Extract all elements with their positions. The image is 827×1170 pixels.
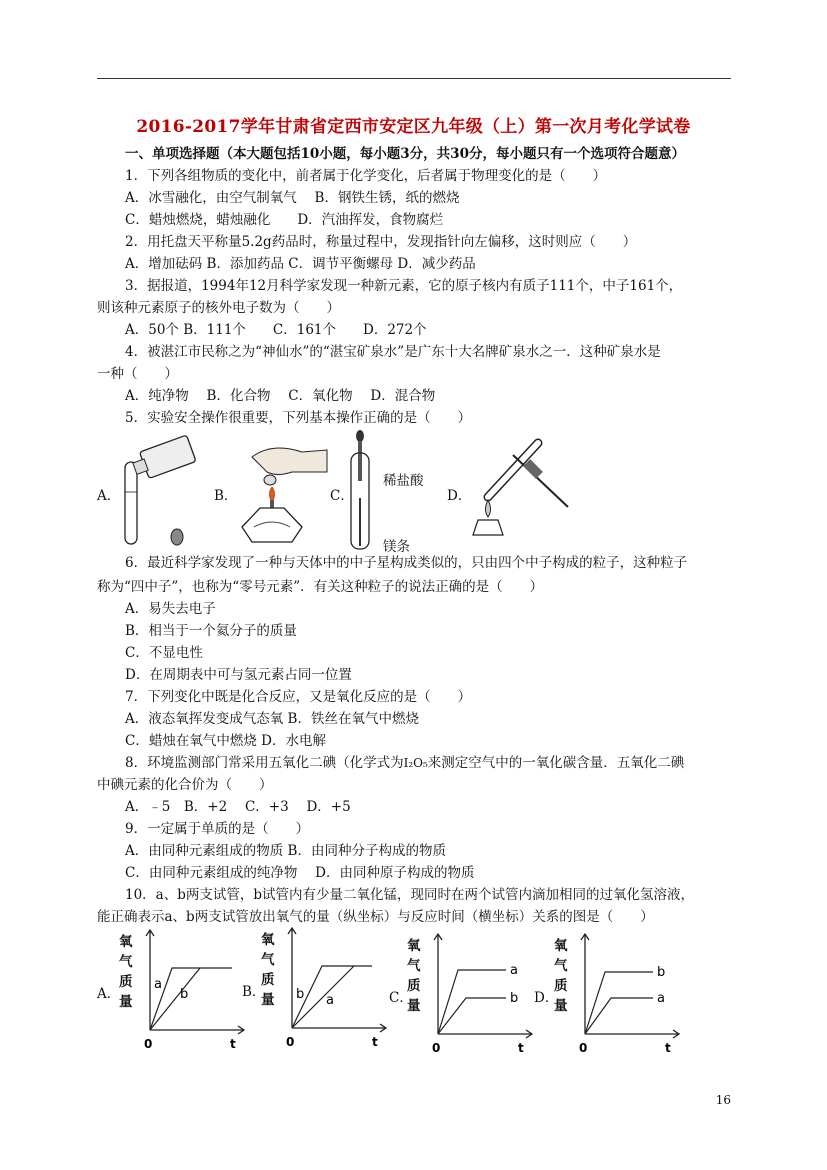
q10-label-c: C． xyxy=(389,990,413,1006)
q4-stem-line1: 4．被湛江市民称之为“神仙水”的“湛宝矿泉水”是广东十大名牌矿泉水之一．这种矿泉水是 xyxy=(125,344,661,360)
curve-label: a xyxy=(154,977,162,992)
q9-options-ab: A．由同种元素组成的物质 B．由同种分子构成的物质 xyxy=(125,843,446,859)
q10-ylabel-char: 量 xyxy=(554,998,568,1014)
q1-options-ab: A．冰雪融化，由空气制氧气 B．钢铁生锈，纸的燃烧 xyxy=(125,190,460,206)
curve-first xyxy=(438,970,506,1034)
curve-label: b xyxy=(180,987,189,1002)
exam-title: 2016-2017学年甘肃省定西市安定区九年级（上）第一次月考化学试卷 xyxy=(136,117,691,137)
q4-stem-line2: 一种（ ） xyxy=(97,366,178,382)
q10-ylabel-char: 气 xyxy=(407,958,421,974)
q6-stem-line1: 6．最近科学家发现了一种与天体中的中子星构成类似的，只由四个中子构成的粒子，这种粒子 xyxy=(125,555,688,571)
y-axis xyxy=(581,934,589,1034)
curve-first xyxy=(585,972,653,1034)
q1-stem: 1．下列各组物质的变化中，前者属于化学变化，后者属于物理变化的是（ ） xyxy=(125,168,607,184)
q5-stem: 5．实验安全操作很重要，下列基本操作正确的是（ ） xyxy=(125,410,472,426)
curve-label: b xyxy=(657,965,666,980)
q5-label-c: C． xyxy=(330,488,354,504)
origin-label: 0 xyxy=(144,1037,153,1051)
y-axis xyxy=(146,930,154,1030)
q5-label-b: B． xyxy=(214,488,238,504)
q10-ylabel-char: 质 xyxy=(554,978,568,994)
q6-stem-line2: 称为“四中子”，也称为“零号元素”．有关这种粒子的说法正确的是（ ） xyxy=(97,579,544,595)
q5-c-mg-label: 镁条 xyxy=(383,539,410,555)
q8-stem-line1 xyxy=(125,753,684,773)
q10-ylabel-char: 量 xyxy=(261,992,275,1008)
time-axis-label: t xyxy=(518,1041,524,1055)
header-rule xyxy=(97,78,731,79)
q10-label-a: A． xyxy=(97,986,121,1002)
q6-option-a: A．易失去电子 xyxy=(125,601,216,617)
curve-label: a xyxy=(326,993,334,1008)
q7-options-cd: C．蜡烛在氧气中燃烧 D．水电解 xyxy=(125,733,326,749)
q10-graph-b xyxy=(282,926,392,1056)
q10-label-b: B． xyxy=(242,984,266,1000)
q8-stem-part1: 8．环境监测部门常采用五氧化二碘（化学式为 xyxy=(125,755,404,771)
q9-options-cd: C．由同种元素组成的纯净物 D．由同种原子构成的物质 xyxy=(125,865,475,881)
q1-options-cd: C．蜡烛燃烧，蜡烛融化 D．汽油挥发，食物腐烂 xyxy=(125,212,444,228)
q10-graph-a xyxy=(140,928,250,1058)
curve-label: a xyxy=(657,991,665,1006)
time-axis-label: t xyxy=(372,1035,378,1049)
q10-stem-line1: 10．a、b两支试管，b试管内有少量二氧化锰，现同时在两个试管内滴加相同的过氧化氢溶液， xyxy=(125,887,695,903)
q6-option-c: C．不显电性 xyxy=(125,645,203,661)
origin-label: 0 xyxy=(579,1041,588,1055)
x-axis xyxy=(438,1030,532,1038)
q3-stem-line1: 3．据报道，1994年12月科学家发现一种新元素，它的原子核内有质子111个，中子161个， xyxy=(125,278,683,294)
q10-ylabel-char: 氧 xyxy=(407,938,421,954)
q5-figure-a-pouring-liquid xyxy=(115,432,210,550)
curve-first xyxy=(150,968,232,1030)
section-heading: 一、单项选择题（本大题包括10小题，每小题3分，共30分，每小题只有一个选项符合题意） xyxy=(125,146,685,162)
q5-label-d: D． xyxy=(447,488,472,504)
curve-second xyxy=(438,998,506,1034)
q10-stem-line2: 能正确表示a、b两支试管放出氧气的量（纵坐标）与反应时间（横坐标）关系的图是（ ） xyxy=(97,909,654,925)
x-axis xyxy=(585,1030,679,1038)
q10-ylabel-char: 氧 xyxy=(554,938,568,954)
q10-ylabel-char: 质 xyxy=(261,972,275,988)
q5-figure-d-heating-tube xyxy=(468,435,578,545)
q10-label-d: D． xyxy=(534,990,559,1006)
q9-stem: 9．一定属于单质的是（ ） xyxy=(125,821,310,837)
q10-ylabel-char: 量 xyxy=(407,998,421,1014)
x-axis xyxy=(292,1024,386,1032)
q5-figure-c-dropper-test-tube xyxy=(348,428,388,556)
q8-formula: I₂O₅ xyxy=(403,756,428,770)
q10-ylabel-char: 质 xyxy=(407,978,421,994)
q5-label-a: A． xyxy=(97,488,121,504)
origin-label: 0 xyxy=(286,1035,295,1049)
q5-figure-b-lighting-lamp xyxy=(232,432,332,547)
q2-options: A．增加砝码 B．添加药品 C．调节平衡螺母 D．减少药品 xyxy=(125,256,476,272)
time-axis-label: t xyxy=(665,1041,671,1055)
y-axis xyxy=(434,934,442,1034)
q4-options: A．纯净物 B．化合物 C．氧化物 D．混合物 xyxy=(125,388,436,404)
q10-ylabel-char: 氧 xyxy=(119,934,133,950)
q2-stem: 2．用托盘天平称量5.2g药品时，称量过程中，发现指针向左偏移，这时则应（ ） xyxy=(125,234,637,250)
q10-ylabel-char: 量 xyxy=(119,994,133,1010)
q8-stem-line2: 中碘元素的化合价为（ ） xyxy=(97,777,273,793)
curve-label: a xyxy=(510,963,518,978)
page-number: 16 xyxy=(715,1093,731,1107)
x-axis xyxy=(150,1026,244,1034)
origin-label: 0 xyxy=(432,1041,441,1055)
time-axis-label: t xyxy=(230,1037,236,1051)
q10-graph-d xyxy=(575,932,685,1062)
q7-options-ab: A．液态氧挥发变成气态氧 B．铁丝在氧气中燃烧 xyxy=(125,711,419,727)
q6-option-b: B．相当于一个氦分子的质量 xyxy=(125,623,297,639)
q3-options: A．50个 B．111个 C．161个 D．272个 xyxy=(125,322,427,338)
q10-ylabel-char: 质 xyxy=(119,974,133,990)
curve-label: b xyxy=(296,987,305,1002)
q10-graph-c xyxy=(428,932,538,1062)
q6-option-d: D．在周期表中可与氢元素占同一位置 xyxy=(125,667,352,683)
q5-c-acid-label: 稀盐酸 xyxy=(383,473,424,489)
q7-stem: 7．下列变化中既是化合反应，又是氧化反应的是（ ） xyxy=(125,689,472,705)
curve-label: b xyxy=(510,991,519,1006)
q10-ylabel-char: 气 xyxy=(261,952,275,968)
q10-ylabel-char: 气 xyxy=(554,958,568,974)
q10-ylabel-char: 气 xyxy=(119,954,133,970)
q8-stem-part2: 来测定空气中的一氧化碳含量．五氧化二碘 xyxy=(427,755,685,771)
y-axis xyxy=(288,928,296,1028)
q3-stem-line2: 则该种元素原子的核外电子数为（ ） xyxy=(97,300,340,316)
q10-ylabel-char: 氧 xyxy=(261,932,275,948)
q8-options: A．﹣5 B．+2 C．+3 D．+5 xyxy=(125,799,351,815)
